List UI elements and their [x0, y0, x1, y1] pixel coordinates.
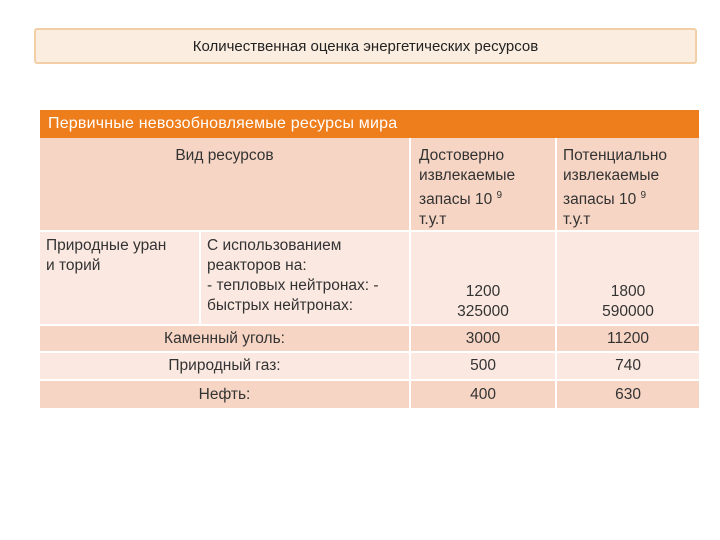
col-header-potential: Потенциально извлекаемые запасы 10 $^9$ т.у.т [556, 138, 699, 231]
row-proven: 3000 [410, 325, 556, 352]
row-proven: 500 [410, 352, 556, 380]
uranium-potential: 1800 590000 [556, 231, 699, 325]
column-header-row [40, 138, 699, 231]
table-row [40, 325, 699, 352]
row-name: Нефть: [40, 380, 410, 409]
row-potential: 11200 [556, 325, 699, 352]
table-row [40, 380, 699, 409]
row-name: Природный газ: [40, 352, 410, 380]
col-header-resource: Вид ресурсов [40, 138, 410, 231]
slide-title-text: Количественная оценка энергетических ресурсов [192, 37, 539, 55]
row-name: Каменный уголь: [40, 325, 410, 352]
row-potential: 630 [556, 380, 699, 409]
table-header-text: Первичные невозобновляемые ресурсы мира [48, 115, 398, 132]
table-row [40, 352, 699, 380]
uranium-label: Природные уран и торий [40, 231, 200, 325]
resources-grid [40, 138, 699, 410]
uranium-row [40, 231, 699, 325]
col-header-proven: Достоверно извлекаемые запасы 10 $^9$ т.у.т [410, 138, 556, 231]
uranium-sublabel: С использованием реакторов на: - тепловых нейтронах: - быстрых нейтронах: [200, 231, 410, 325]
row-potential: 740 [556, 352, 699, 380]
table-header [40, 110, 699, 138]
slide-title [34, 28, 697, 64]
uranium-proven: 1200 325000 [410, 231, 556, 325]
row-proven: 400 [410, 380, 556, 409]
resources-table [40, 110, 699, 410]
